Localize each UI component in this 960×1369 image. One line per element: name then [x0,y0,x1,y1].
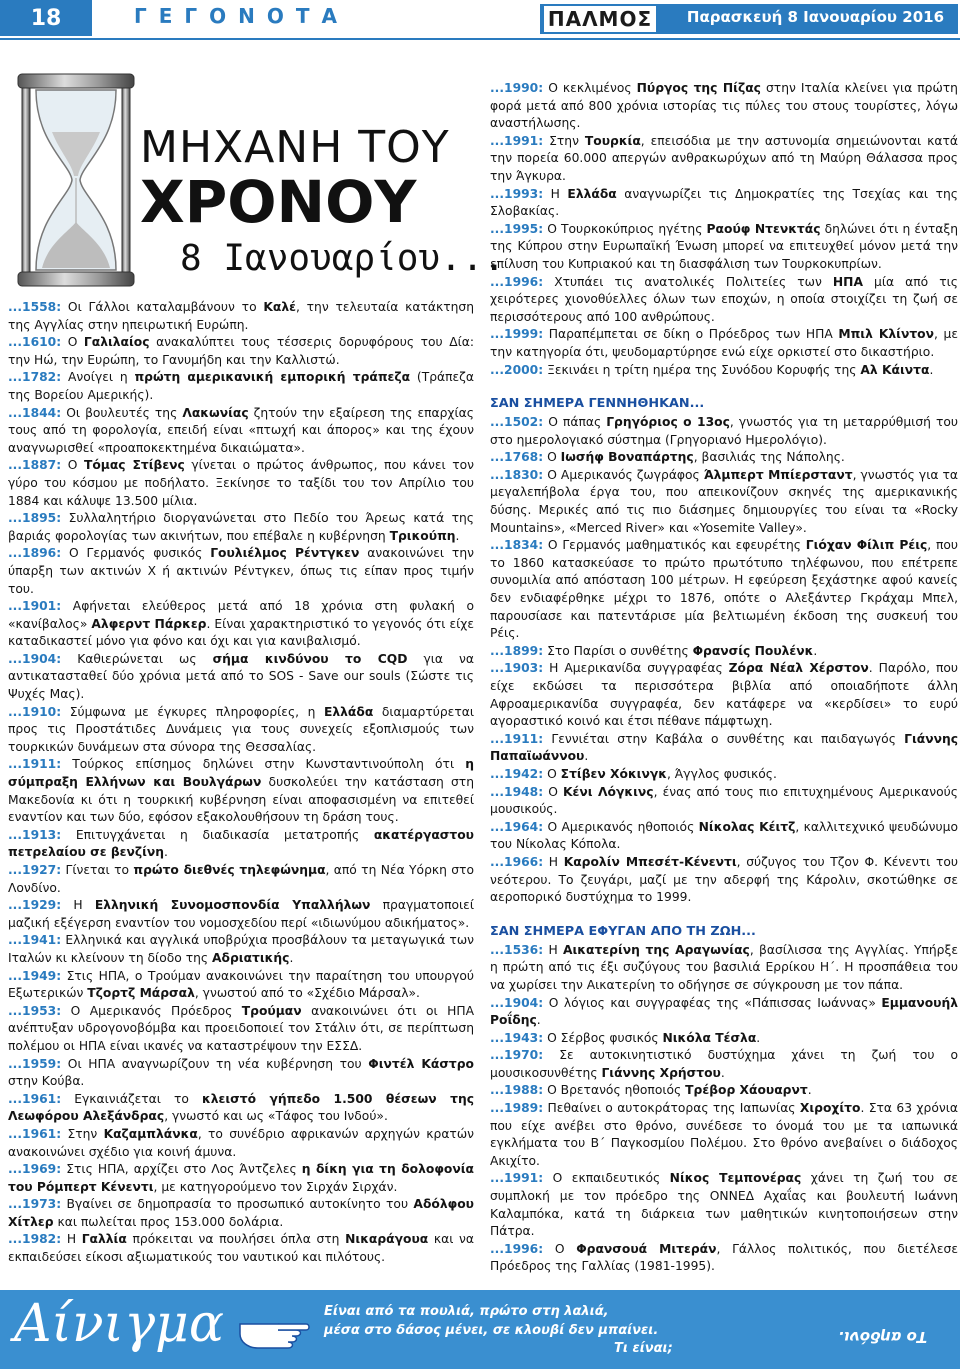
entry-year: ...1969: [8,1162,62,1177]
entry-highlight: Τουρκία [584,133,641,148]
entry-text: . [164,845,168,860]
list-item [8,756,474,826]
born-heading: ΣΑΝ ΣΗΜΕΡΑ ΓΕΝΝΗΘΗΚΑΝ... [490,396,705,412]
entry-highlight: κλειστό γήπεδο 1.500 θέσεων της Λεωφόρου Αλεξάνδρας [8,1091,474,1124]
list-item [490,133,958,186]
entry-year: ...1927: [8,863,62,877]
entry-year: ...1502: [490,415,544,430]
entry-year: ...1996: [490,274,544,289]
entry-text: Ο Γερμανός μαθηματικός και εφευρέτης [543,538,806,553]
entry-text: Πεθαίνει ο αυτοκράτορας της Ιαπωνίας [543,1101,800,1116]
entry-highlight: Αδόλφου Χίτλερ [8,1197,474,1229]
entry-highlight: πρώτη αμερικανική εμπορική τράπεζα [134,370,411,385]
entry-year: ...1991: [490,133,544,148]
entry-year: ...1973: [8,1197,62,1212]
entry-year: ...1964: [490,819,544,834]
list-item [8,299,474,334]
entry-text: Ο Γερμανός φυσικός [61,546,211,561]
entry-year: ...1911: [8,757,62,772]
list-item [490,326,958,361]
riddle-box [0,1290,960,1369]
entry-highlight: Γαλιλαίος [83,335,150,350]
entry-text: Οι βουλευτές της [61,405,183,420]
entry-year: ...1610: [8,335,62,350]
list-item [490,1100,958,1170]
entry-text: αναγνωρίζει τις Δημοκρατίες της Τσεχίας και της Σλοβακίας. [490,186,958,219]
entry-highlight: Ζόρα Νέαλ Χέρστον [728,661,869,676]
list-item [490,1047,958,1082]
list-item [8,704,474,757]
entry-text: Ανοίγει η [61,370,135,385]
riddle-answer: Το αηδόνι. [838,1328,928,1346]
entry-highlight: Γιάννης Χρήστου [601,1065,721,1080]
entry-text: Βγαίνει σε δημοπρασία το προσωπικό αυτοκίνητο του [61,1197,414,1212]
entry-year: ...1970: [490,1048,544,1063]
entry-text: Σε αυτοκινητιστικό δυστύχημα χάνει τη ζωή του ο μουσικοσυνθέτης [490,1048,958,1080]
entry-year: ...1966: [490,854,544,869]
entry-text: . [584,749,589,764]
list-item [490,80,958,133]
list-item [490,1241,958,1276]
entry-year: ...1961: [8,1126,62,1141]
list-item [490,854,958,907]
riddle-question: Τι είναι; [614,1341,673,1356]
entry-year: ...1911: [490,731,544,746]
list-item [490,362,958,380]
list-item [8,862,474,897]
entry-year: ...1948: [490,784,544,799]
entry-year: ...1904: [8,651,62,666]
entry-text: και να εκπαιδεύσει είκοσι αξιωματικούς του ναυτικού και πιλότους. [8,1232,474,1265]
list-item [8,369,474,404]
masthead [540,4,958,34]
entry-text: , Γάλλος πολιτικός, που διετέλεσε Πρόεδρος της Γαλλίας (1981-1995). [490,1241,958,1274]
entry-text: στην Κούβα. [8,1074,85,1089]
entry-text: . [807,1083,812,1098]
entry-text: Στις ΗΠΑ, ο Τρούμαν ανακοινώνει την παραίτηση του υπουργού Εξωτερικών [8,968,474,1001]
entry-text: Σύμφωνα με έγκυρες πληροφορίες, η [61,704,324,719]
list-item [8,968,474,1003]
entry-year: ...1991: [490,1171,544,1186]
entry-highlight: Καζαμπλάνκα [103,1126,198,1141]
entry-text: πραγματοποιεί μαζική εξέγερση εναντίον του νομοσχεδίου περί «ιδιωνύμου αδικήματος». [8,898,474,930]
entry-year: ...1536: [490,942,544,957]
page-number: 18 [0,0,92,36]
entry-text: Ο κεκλιμένος [543,81,637,95]
list-item [8,510,474,545]
entry-text: Ξεκινάει η τρίτη ημέρα της Συνόδου Κορυφής της [543,362,861,377]
entry-highlight: Λακωνίας [182,405,249,420]
entry-text: Επιτυγχάνεται η διαδικασία μετατροπής [61,827,374,842]
entry-highlight: Νίκολας Κέιτζ [698,819,796,834]
entry-year: ...1782: [8,370,62,385]
entry-text: γίνεται ο πρώτος άνθρωπος, που κάνει τον γύρο του κόσμου με ποδήλατο. Ξεκίνησε το ταξίδι του τον Απρίλιο του 1884 και κάλυψε 13.500 μίλια. [8,458,475,508]
entry-text: . Παρόλο, που είχε εκδώσει τα περισσότερα βιβλία από οποιαδήποτε άλλη Αφροαμερικανίδα συγγραφέα, δεν κατάφερε να «κερδίσει» το ευρύ αγοραστικό κοινό και έτσι πέθανε πάμφτωχη. [490,661,958,729]
entry-text: , γνωστός για τη μεταρρύθμισή του στο ημερολογιακό σύστημα (Γρηγοριανό Ημερολόγιο). [490,415,958,447]
list-item [8,598,474,651]
entry-text: Γεννιέται στην Καβάλα ο συνθέτης και παιδαγωγός [543,731,905,746]
entry-highlight: Γιάννης Παπαϊωάννου [490,731,958,764]
list-item [8,1231,474,1266]
entry-year: ...1901: [8,599,62,614]
entry-highlight: Αδριατικής [212,950,290,965]
entry-text: Αφήνεται ελεύθερος μετά από 18 χρόνια στη φυλακή ο «κανίβαλος» [8,599,474,631]
entry-text: Ο Αμερικανός ηθοποιός [543,819,699,834]
entry-text: ανακοινώνει ότι οι ΗΠΑ ανέπτυξαν υδρογονοβόμβα και προειδοποιεί τον Στάλιν ότι, σε περίπτωση πολέμου οι ΗΠΑ είναι ικανές να καταστρέψουν την ΕΣΣΔ. [8,1003,474,1053]
entry-year: ...1913: [8,827,62,842]
entry-text: Ο Βρετανός ηθοποιός [543,1083,686,1098]
entry-text: , Άγγλος φυσικός. [666,766,777,781]
list-item [8,932,474,967]
entry-text: , βασιλιάς της Νάπολης. [693,450,845,465]
entry-text: Γίνεται το [61,863,134,877]
entry-text: Ο Αμερικανός ζωγράφος [543,467,704,482]
entry-text: Οι Γάλλοι καταλαμβάνουν το [61,300,264,314]
entry-year: ...1895: [8,511,62,526]
entry-text: Ο Αμερικανός Πρόεδρος [61,1003,242,1018]
entry-highlight: Στίβεν Χόκινγκ [560,766,667,781]
riddle-line-1: Είναι από τα πουλιά, πρώτο στη λαλιά, [324,1304,609,1319]
pointing-hand-icon [238,1308,310,1352]
entry-text: δηλώνει ότι η ένταξη της Κύπρου στην Ευρωπαϊκή Ένωση μπορεί να επιτευχθεί μόνον μετά την επίλυση του Κυπριακού και τη διασφάλιση των Τουρκοκυπρίων. [490,221,959,271]
entry-year: ...1942: [490,766,544,781]
list-item [490,942,958,995]
entry-text: ανακοινώνει την ύπαρξη των ακτινών Χ ή ακτινών Ρέντγκεν, όπως τις είπαν προς τιμήν του. [8,546,474,596]
entry-highlight: Τρικούπη [389,528,456,543]
list-item [8,897,474,932]
died-heading: ΣΑΝ ΣΗΜΕΡΑ ΕΦΥΓΑΝ ΑΠΟ ΤΗ ΖΩΗ... [490,923,756,939]
entry-highlight: Χιροχίτο [799,1101,861,1116]
entry-text: Ο πάπας [543,415,607,430]
entry-year: ...1899: [490,643,544,658]
entry-highlight: πρώτο διεθνές τηλεφώνημα [133,863,326,877]
issue-date: Παρασκευή 8 Ιανουαρίου 2016 [686,8,944,26]
left-column [8,299,474,1267]
entry-year: ...1830: [490,467,544,482]
list-item [490,537,958,643]
list-item [490,819,958,854]
entry-text: Η [543,854,564,869]
entry-text: Ελληνικά και αγγλικά υποβρύχια προσβάλουν τα μεταγωγικά των Ιταλών κι κλείνουν τη δίοδο της [8,933,474,965]
list-item [8,1161,474,1196]
entry-text: για να αντικατασταθεί δύο χρόνια μετά από το SOS - Save our souls (Σώστε τις Ψυχές Μας). [8,651,475,702]
list-item [490,449,958,467]
list-item [8,651,474,704]
entry-text: Ο [543,784,564,799]
entry-text: Στο Παρίσι ο συνθέτης [543,643,693,658]
entry-text: . Στα 63 χρόνια που είχε ανέβει στο θρόνο, συνέδεσε το όνομά του με τα ιαπωνικά εγκλήματα του Β΄ Παγκοσμίου Πολέμου. Στο θρόνο ανεβαίνει ο διάδοχος Ακιχίτο. [490,1101,958,1168]
entry-text: Ο Σέρβος φυσικός [543,1030,663,1045]
entry-text: Ο λόγιος και συγγραφέας της «Πάπισσας Ιωάννας» [543,995,882,1010]
list-item [8,1003,474,1056]
entry-text: Εγκαινιάζεται το [61,1091,203,1106]
entry-highlight: Γουλιέλμος Ρέντγκεν [210,546,360,561]
entry-text: στην Ιταλία κλείνει για πρώτη φορά μετά από 800 χρόνια ιστορίας τις πύλες του στους τουρίστες, λόγω αναστήλωσης. [490,81,958,131]
page-header [0,0,960,38]
entry-year: ...1943: [490,1030,544,1045]
entry-text: Η [543,942,563,957]
entry-text: Ο εκπαιδευτικός [543,1171,670,1186]
entry-text: , με κατηγορούμενο τον Σιρχάν Σιρχάν. [153,1179,398,1194]
entry-highlight: Αικατερίνη της Αραγωνίας [562,942,750,957]
entry-text: Ο Τουρκοκύπριος ηγέτης [543,221,707,236]
entry-highlight: Εμμανουήλ Ροΐδης [490,995,958,1028]
list-item [8,545,474,598]
entry-highlight: Άλμπερτ Μπίερσταντ [703,467,853,482]
entry-text: πρόκειται να πουλήσει όπλα στη [126,1232,346,1247]
list-item [8,457,474,510]
list-item [490,731,958,766]
entry-year: ...1961: [8,1091,62,1106]
list-item [8,1126,474,1161]
entry-year: ...1982: [8,1232,62,1247]
entry-text: . [756,1030,761,1045]
title-date: 8 Ιανουαρίου... [180,238,506,279]
entry-text: δυσκολεύει την κατάσταση στη Μακεδονία κι ότι η τουρκική κυβέρνηση είναι αποφασισμένη να επιτεθεί εναντίον και των δύο, εφόσον εξακολουθήσουν τη δράση τους. [8,775,474,825]
list-item [8,1196,474,1231]
entry-text: , την τελευταία κατάκτηση της Αγγλίας στην ηπειρωτική Ευρώπη. [8,300,474,332]
entry-text: . [289,950,294,965]
entry-highlight: Ελλάδα [323,704,374,719]
entry-text: , το συνέδριο αφρικανών αρχηγών κρατών ανακοινώνει σχέδιο για κοινή άμυνα. [8,1126,475,1159]
list-item [8,405,474,458]
right-column [490,80,958,1276]
entry-highlight: Γιόχαν Φίλιπ Ρέις [805,538,928,553]
entry-highlight: Μπιλ Κλίντον [838,327,935,342]
entry-text: Ο [61,458,84,473]
entry-text: , σύζυγος του Τζον Φ. Κένεντι του νεότερου. Το ζευγάρι, μαζί με την αδερφή της Κάρολιν, σκοτώθηκε σε αεροπορικό δυστύχημα το 1999. [490,854,958,905]
entry-text: (Τράπεζα της Βορείου Αμερικής). [8,370,474,402]
entry-year: ...1959: [8,1056,62,1071]
list-item [490,1170,958,1240]
entry-text: Η [543,186,568,201]
entry-year: ...1910: [8,704,62,719]
entry-highlight: Φιντέλ Κάστρο [368,1056,474,1071]
entry-text: Συλλαλητήριο διοργανώνεται στο Πεδίο του Άρεως κατά της βαριάς φορολογίας των ακινήτων, που επέβαλε η κυβέρνηση [8,511,474,543]
list-item [490,1030,958,1048]
entry-year: ...1768: [490,450,544,465]
entry-highlight: Γαλλία [81,1232,127,1247]
entry-text: ζητούν την εξαίρεση της επαρχίας τους από τη φορολογία, επειδή είναι «πτωχή και άπορος» και της έχουν αναγνωρισθεί «προαποκεκτημένα δικαιώματα». [8,405,474,455]
entry-highlight: η σύμπραξη Ελλήνων και Βουλγάρων [8,757,474,790]
entry-highlight: Φρανσουά Μιτεράν [576,1241,717,1256]
list-item [8,334,474,369]
entry-year: ...1904: [490,995,544,1010]
entry-text: Ο [61,335,84,350]
entry-year: ...1887: [8,458,62,473]
entry-text: χάνει τη ζωή του σε συμπλοκή με τον πρόεδρο της ΟΝΝΕΔ Αχαΐας και βουλευτή Ιωάννη Καλαμπόκα, κατά τη διάρκεια των μαθητικών κινητοποιήσεων στην Πάτρα. [490,1171,958,1239]
entry-text: Η Αμερικανίδα συγγραφέας [543,661,729,676]
entry-text: Ο [543,1241,577,1256]
entry-text: Τούρκος επίσημος δηλώνει στην Κωνσταντινούπολη ότι [61,757,466,772]
entry-highlight: Φρανσίς Πουλένκ [692,643,814,658]
entry-year: ...1844: [8,405,62,420]
entry-year: ...1988: [490,1083,544,1098]
entry-text: . [720,1065,725,1080]
entry-highlight: Νίκος Τεμπονέρας [669,1171,802,1186]
entry-year: ...1995: [490,221,544,236]
entry-text: , καλλιτεχνικό ψευδώνυμο του Νίκολας Κόπολα. [490,819,958,852]
list-item [490,274,958,327]
entry-text: Χτυπάει τις ανατολικές Πολιτείες των [543,274,833,289]
entry-year: ...1999: [490,327,544,342]
riddle-title: Αίνιγμα [14,1294,224,1354]
entry-text: , από τη Νέα Υόρκη στο Λονδίνο. [8,863,474,895]
entry-year: ...1990: [490,81,544,95]
entry-text: Η [61,898,95,913]
entry-text: . Είναι χαρακτηριστικό το γεγονός ότι είχε καταδικαστεί μόνο για φόνο και όχι και για κανιβαλισμό. [8,616,475,649]
entry-highlight: Ραούφ Ντενκτάς [706,221,821,236]
entry-year: ...1558: [8,300,62,314]
entry-text: . [929,362,934,377]
entry-highlight: Ελληνική Συνομοσπονδία Υπαλλήλων [94,898,371,913]
died-list [490,942,958,1276]
entry-text: . [455,528,460,543]
entry-text: Καθιερώνεται ως [61,651,213,666]
newspaper-logo: ΠΑΛΜΟΣ [544,6,656,32]
entry-year: ...1949: [8,968,62,983]
entry-year: ...2000: [490,362,544,377]
entry-year: ...1941: [8,933,62,948]
entry-highlight: Ελλάδα [567,186,617,201]
entry-text: , με την κατηγορία ότι, ψευδομαρτύρησε ενώ είχε ορκιστεί στο δικαστήριο. [490,327,959,359]
title-line-2: ΧΡΟΝΟΥ [140,168,417,236]
entry-text: Στην [543,133,585,148]
entry-year: ...1903: [490,661,544,676]
entry-highlight: σήμα κινδύνου το CQD [212,651,408,666]
entry-highlight: Τόμας Στίβενς [83,458,185,473]
entry-highlight: Καλέ [263,300,296,314]
entry-text: . [536,1013,541,1028]
list-item [8,1091,474,1126]
entry-text: διαμαρτύρεται προς τις Προστάτιδες Δυνάμεις για τους συνεχείς εξοπλισμούς των τουρκικών δυνάμεων στα σύνορα της Θεσσαλίας. [8,704,474,754]
entry-text: , που το 1860 κατασκεύασε το πρώτο πρωτότυπο τηλέφωνου, που επέτρεπε συνομιλία από απόσταση 100 μέτρων. Η εφεύρεση ξεχάστηκε αφού κανείς δεν ενδιαφέρθηκε μέχρι το 1876, οπότε ο Αλεξάντερ Γκράχαμ Μπελ, παρουσίασε και πατεντάρισε μία βελτιωμένη έκδοση της συσκευή του Ρέις. [490,538,958,641]
entry-highlight: Τρούμαν [241,1003,302,1018]
list-item [8,1056,474,1091]
entry-text: Παραπέμπεται σε δίκη ο Πρόεδρος των ΗΠΑ [543,327,839,342]
list-item [490,784,958,819]
entry-text: . [813,643,818,658]
entry-year: ...1834: [490,538,544,553]
entry-text: , γνωστός για τα μεγαλεπήβολα έργα του, που απεικονίζουν σκηνές της αμερικανικής δύσης. Μερικές από τις πιο διάσημες δημιουργίες του είναι τα «Rocky Mountains», «Merced River» και «Yosemite Valley». [490,467,959,535]
entry-text: Ο [543,766,561,781]
entry-text: και πωλείται προς 153.000 δολάρια. [53,1214,284,1229]
list-item [490,221,958,274]
born-list [490,414,958,907]
list-item [8,827,474,862]
entry-highlight: Κένι Λόγκινς [563,784,654,799]
entry-text: Στις ΗΠΑ, αρχίζει στο Λος Άντζελες [61,1162,302,1177]
entry-year: ...1996: [490,1241,544,1256]
entry-text: ανακαλύπτει τους τέσσερις δορυφόρους του Δία: την Ηώ, την Ευρώπη, το Γανυμήδη και την Καλλιστώ. [8,335,475,367]
entry-highlight: Τζορτζ Μάρσαλ [87,986,195,1001]
events-continued [490,80,958,379]
header-rule [0,38,960,40]
feature-title [140,122,480,236]
entry-text: Στην [61,1126,104,1141]
list-item [490,186,958,221]
entry-year: ...1896: [8,546,62,561]
list-item [490,766,958,784]
entry-text: , γνωστού από το «Σχέδιο Μάρσαλ». [194,986,420,1001]
entry-highlight: Ιωσήφ Βοναπάρτης [560,450,694,465]
entry-text: , επεισόδια με την αστυνομία σημειώνονται κατά την πορεία 60.000 απεργών ανθρακωρύχων από τη Μαύρη Θάλασσα προς την Άγκυρα. [490,133,959,183]
list-item [490,467,958,537]
list-item [490,1082,958,1100]
section-title: ΓΕΓΟΝΟΤΑ [134,4,350,28]
riddle-line-2: μέσα στο δάσος μένει, σε κλουβί δεν μπαίνει. [324,1323,659,1338]
entry-highlight: Γρηγόριος ο 13ος [606,415,730,430]
entry-highlight: Αλφερντ Πάρκερ [91,616,207,631]
entry-highlight: Πύργος της Πίζας [636,81,761,95]
entry-year: ...1953: [8,1003,62,1018]
entry-highlight: ακατέργαστου πετρελαίου σε βενζίνη [8,827,474,860]
entry-text: , βασίλισσα της Αγγλίας. Υπήρξε η πρώτη από τις έξι συζύγους του βασιλιά Ερρίκου Η΄. Η προσπάθεια του να χωρίσει την Αικατερίνη το οδήγησε σε σύγκρουση με τον πάπα. [490,942,958,992]
entry-highlight: Νικαράγουα [345,1232,429,1247]
entry-highlight: Καρολίν Μπεσέτ-Κένεντι [563,854,737,869]
entry-highlight: Τρέβορ Χάουαρντ [685,1083,808,1098]
list-item [490,995,958,1030]
entry-text: μία από τις χειρότερες χιονοθύελλες όλων των εποχών, η οποία στοιχίζει τη ζωή σε περισσότερους από 100 ανθρώπους. [490,274,958,324]
entry-text: Οι ΗΠΑ αναγνωρίζουν τη νέα κυβέρνηση του [61,1056,369,1071]
entry-highlight: ΗΠΑ [832,274,863,289]
hourglass-icon [12,72,140,290]
list-item [490,414,958,449]
entry-text: , γνωστό και ως «Τάφος του Ινδού». [164,1109,388,1124]
entry-highlight: η δίκη για τη δολοφονία του Ρόμπερτ Κένεντι [8,1162,474,1194]
entry-year: ...1929: [8,898,62,913]
entry-year: ...1993: [490,186,544,201]
entry-highlight: Αλ Κάιντα [860,362,930,377]
list-item [490,660,958,730]
entry-year: ...1989: [490,1101,544,1116]
entry-text: , ένας από τους πιο επιτυχημένους Αμερικανούς μουσικούς. [490,784,958,817]
title-line-1: ΜΗΧΑΝΗ ΤΟΥ [140,122,450,173]
list-item [490,643,958,661]
entry-highlight: Νικόλα Τέσλα [662,1030,757,1045]
riddle-text [324,1302,658,1340]
entry-text: Ο [543,450,561,465]
entry-text: Η [61,1232,82,1247]
